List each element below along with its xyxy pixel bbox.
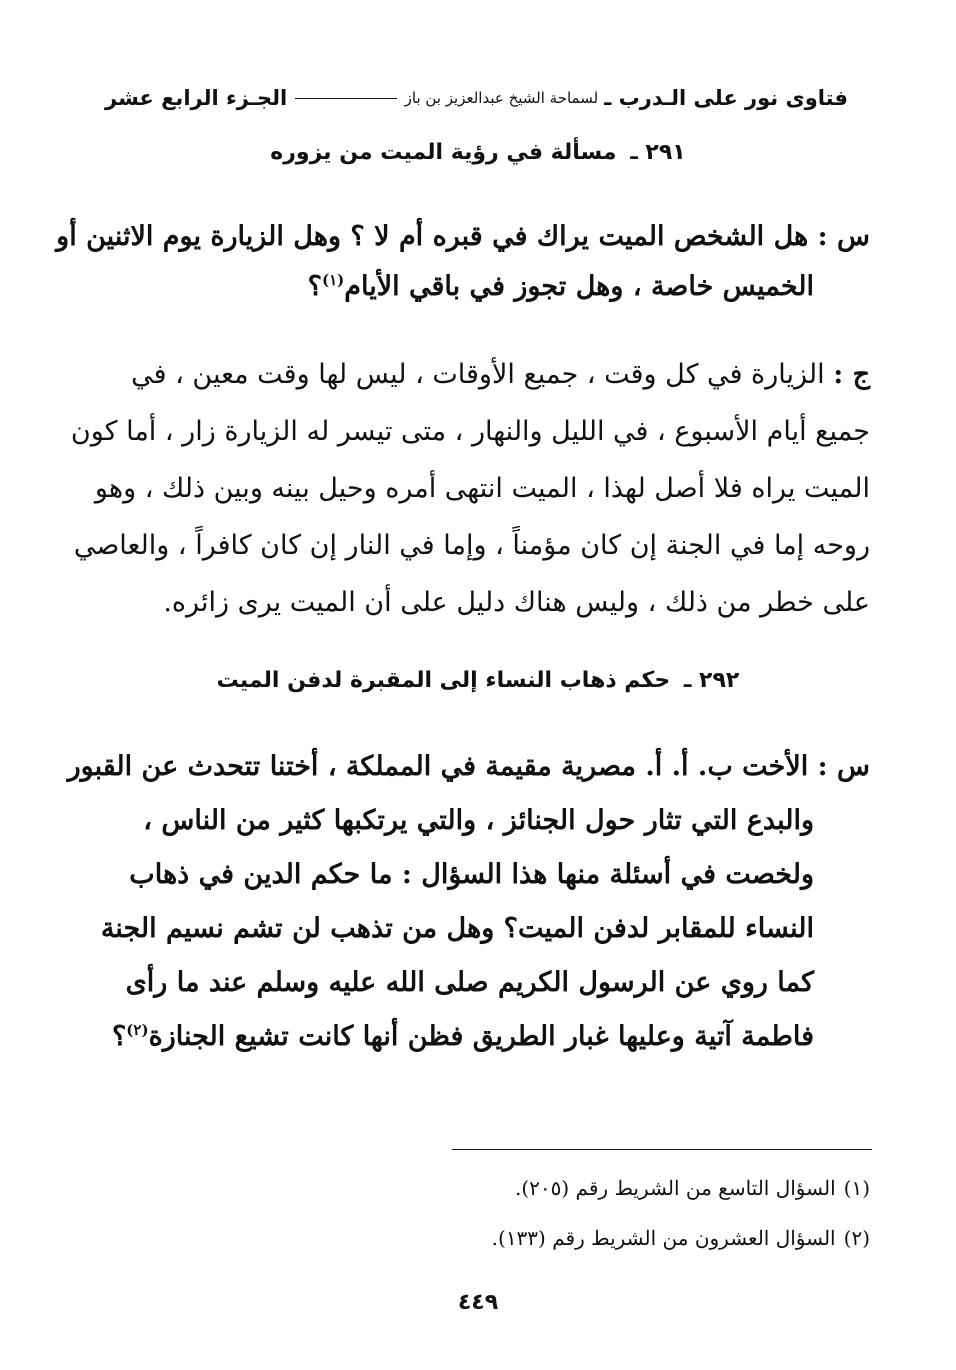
question-line: والبدع التي تثار حول الجنائز ، والتي يرتكبها كثير من الناس ، <box>143 805 814 836</box>
page-number: ٤٤٩ <box>457 1290 499 1315</box>
header-rule <box>295 98 396 99</box>
header-part: الجـزء الرابع عشر <box>105 86 288 110</box>
footnote-number: (١) <box>843 1176 870 1200</box>
section-title-text: مسألة في رؤية الميت من يزوره <box>270 140 617 165</box>
question-line: الخميس خاصة ، وهل تجوز في باقي الأيام$^{(١)}$؟ <box>307 271 814 302</box>
footnote-number: (٢) <box>843 1226 870 1250</box>
footnote-separator <box>452 1149 872 1150</box>
section-title-text: حكم ذهاب النساء إلى المقبرة لدفن الميت <box>216 668 671 693</box>
section-number: ٢٩٢ ـ <box>683 668 740 693</box>
footnote-text: السؤال التاسع من الشريط رقم (٢٠٥). <box>514 1176 836 1200</box>
footnote-2 <box>430 1226 870 1250</box>
footnote-1 <box>430 1176 870 1200</box>
answer-line: ج : الزيارة في كل وقت ، جميع الأوقات ، ليس لها وقت معين ، في <box>131 359 870 390</box>
section-number: ٢٩١ ـ <box>630 140 686 165</box>
footnote-ref-2: (٢) <box>126 1021 149 1039</box>
header-author: لسماحة الشيخ عبدالعزيز بن باز <box>404 89 599 107</box>
header-book-title: فتاوى نور على الـدرب ـ <box>604 86 848 110</box>
section-title-291 <box>110 140 846 165</box>
question-line: س : هل الشخص الميت يراك في قبره أم لا ؟ وهل الزيارة يوم الاثنين أو <box>56 221 870 252</box>
question-line: فاطمة آتية وعليها غبار الطريق فظن أنها كانت تشيع الجنازة$^{(٢)}$؟ <box>111 1021 814 1052</box>
question-line: كما روي عن الرسول الكريم صلى الله عليه وسلم عند ما رأى <box>125 967 814 998</box>
answer-label: ج : <box>833 359 870 390</box>
answer-line: على خطر من ذلك ، وليس هناك دليل على أن الميت يرى زائره. <box>163 587 870 618</box>
question-label: س : <box>817 751 870 782</box>
running-header <box>105 80 848 116</box>
question-label: س : <box>817 221 870 252</box>
question-292 <box>67 740 870 1064</box>
answer-line: جميع أيام الأسبوع ، في الليل والنهار ، متى تيسر له الزيارة زار ، أما كون <box>70 416 870 447</box>
footnote-text: السؤال العشرون من الشريط رقم (١٣٣). <box>491 1226 836 1250</box>
footnote-ref-1: (١) <box>321 271 345 289</box>
question-line: ولخصت في أسئلة منها هذا السؤال : ما حكم الدين في ذهاب <box>129 859 814 890</box>
answer-line: روحه إما في الجنة إن كان مؤمناً ، وإما في النار إن كان كافراً ، والعاصي <box>73 530 870 561</box>
section-title-292 <box>110 668 846 693</box>
question-line: س : الأخت ب. أ. أ. مصرية مقيمة في المملكة ، أختنا تتحدث عن القبور <box>67 751 870 782</box>
answer-line: الميت يراه فلا أصل لهذا ، الميت انتهى أمره وحيل بينه وبين ذلك ، وهو <box>94 473 870 504</box>
answer-291 <box>70 346 870 631</box>
question-291 <box>56 212 870 312</box>
question-line: النساء للمقابر لدفن الميت؟ وهل من تذهب لن تشم نسيم الجنة <box>100 913 814 944</box>
